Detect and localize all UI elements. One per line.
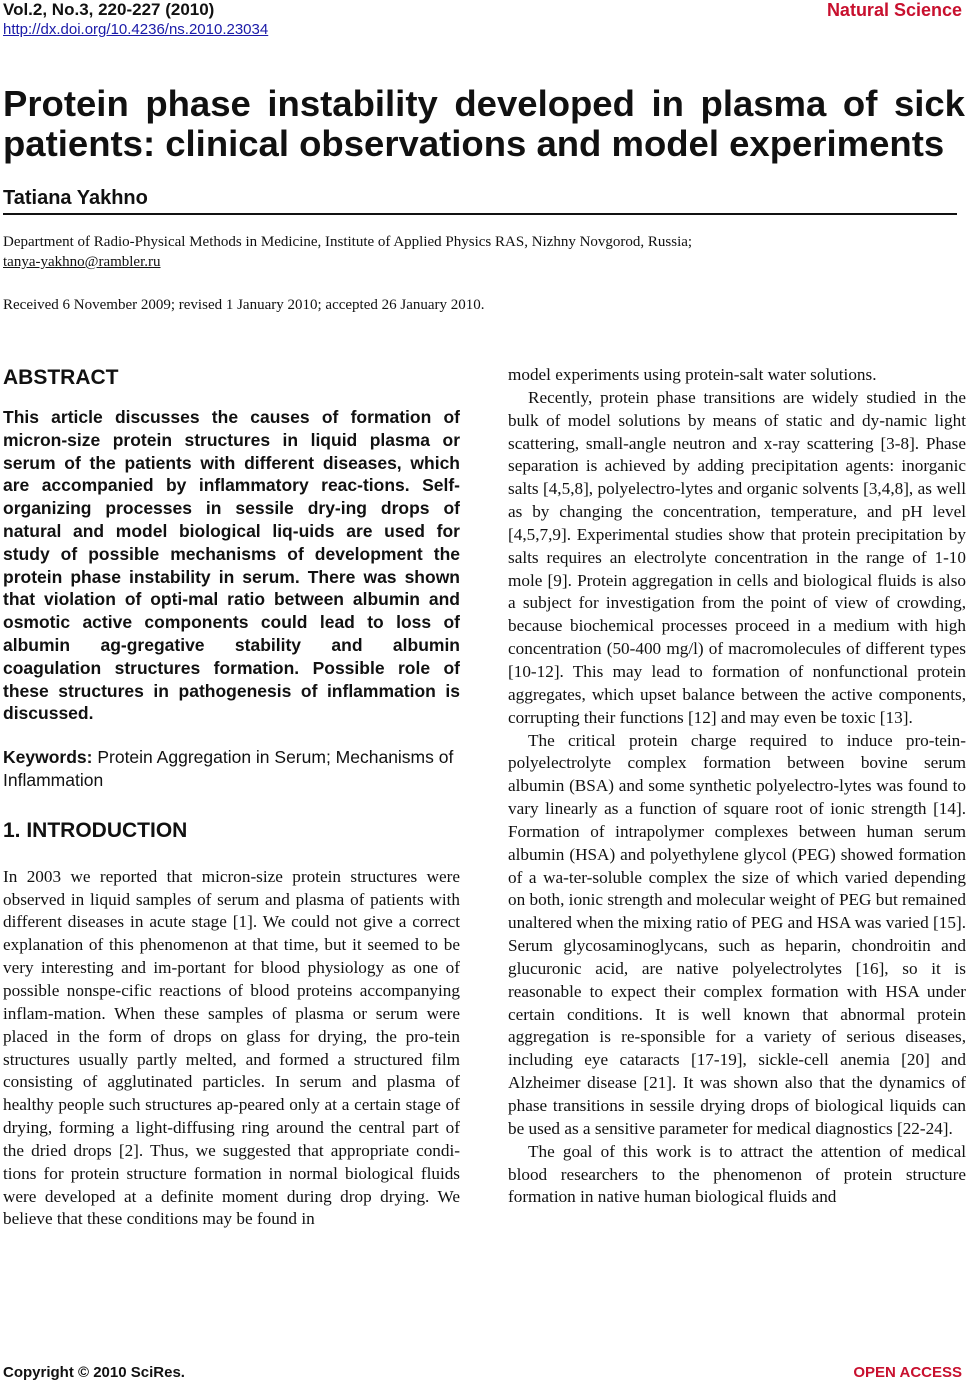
journal-name: Natural Science xyxy=(826,0,962,20)
author-name: Tatiana Yakhno xyxy=(3,187,148,209)
received-dates: Received 6 November 2009; revised 1 January 2010; accepted 26 January 2010. xyxy=(3,297,485,313)
affiliation: Department of Radio-Physical Methods in Medicine, Institute of Applied Physics RAS, Nizhny Novgorod, Russia; xyxy=(3,234,693,250)
open-access-label: OPEN ACCESS xyxy=(853,1364,962,1381)
right-column xyxy=(508,364,966,1209)
intro-paragraph-1-continued: model experiments using protein-salt water solutions. xyxy=(508,365,877,384)
keywords-text: Protein Aggregation in Serum; Mechanisms of Inflammation xyxy=(3,747,454,790)
intro-paragraph-3: The critical protein charge required to induce pro-tein-polyelectrolyte complex formation between bovine serum albumin (BSA) and some synthetic polyelectro-lytes was found to vary linearly as a function of square root of ionic strength [14]. Formation of intrapolymer complexes between human serum albumin (HSA) and polyethylene glycol (PEG) showed formation of a wa-ter-soluble complex the size of which varied depending on both, ionic strength and molecular weight of PEG but remained unaltered when the mixing ratio of PEG and HSA was varied [15]. Serum glycosaminoglycans, such as heparin, chondroitin and glucuronic acid, are native polyelectrolytes [16], so it is reasonable to expect their complex formation with HSA under certain conditions. It is well known that abnormal protein aggregation is re-sponsible for a variety of serious diseases, including eye cataracts [17-19], sickle-cell anemia [20] and Alzheimer disease [21]. It was shown also that the dynamics of phase transitions in sessile drying drops of biological liquids can be used as a sensitive parameter for medical diagnostics [22-24]. xyxy=(508,730,966,1138)
copyright-notice: Copyright © 2010 SciRes. xyxy=(3,1364,185,1381)
intro-paragraph-2: Recently, protein phase transitions are widely studied in the bulk of model solutions by means of static and dy-namic light scattering, small-angle neutron and x-ray scattering [3-8]. Phase separation is achieved by adding precipitation agents: inorganic salts [4,5,8], polyelectro-lytes and organic solvents [3,4,8], as well as by changing the concentration, temperature, and pH level [4,5,7,9]. Experimental studies show that protein precipitation by salts requires an electrolyte concentration in the range of 1-10 mole [9]. Protein aggregation in cells and biological fluids is also a subject for investigation from the point of view of crowding, because biochemical processes proceed in a medium with high concentration (50-400 mg/l) of macromolecules of different types [10-12]. This may lead to formation of nonfunctional protein aggregates, which upset balance between the active components, corrupting their functions [12] and may even be toxic [13]. xyxy=(508,387,966,727)
keywords xyxy=(3,746,460,792)
author-email-link[interactable]: tanya-yakhno@rambler.ru xyxy=(3,254,161,270)
volume-info: Vol.2, No.3, 220-227 (2010) xyxy=(3,0,215,19)
doi-link[interactable]: http://dx.doi.org/10.4236/ns.2010.23034 xyxy=(3,21,269,38)
title-divider xyxy=(3,213,957,215)
left-column xyxy=(3,364,460,1231)
intro-paragraph-1: In 2003 we reported that micron-size protein structures were observed in liquid samples of serum and plasma of patients with different diseases in acute stage [1]. We could not give a correct explanation of this phenomenon at that time, but it seemed to be very interesting and im-portant for blood physiology as one of possible nonspe-cific reactions of blood proteins accompanying inflam-mation. When these samples of plasma or serum were placed in the form of drops on glass for drying, the pro-tein structures usually partly melted, and formed a structured film consisting of agglutinated particles. In serum and plasma of healthy people such structures ap-peared only at a certain stage of drying, forming a light-diffusing ring around the central part of the dried drops [2]. Thus, we suggested that appropriate condi-tions for protein structure formation in normal biological fluids were developed at a definite moment during drop drying. We believe that these conditions may be found in xyxy=(3,866,460,1229)
keywords-label: Keywords: xyxy=(3,747,93,768)
abstract-text: This article discusses the causes of formation of micron-size protein structures in liquid plasma or serum of the patients with different diseases, which are accompanied by inflammatory reac-tions. Self-organizing processes in sessile dry-ing drops of natural and model biological liq-uids are used for study of possible mechanisms of development the protein phase instability in serum. There was shown that violation of opti-mal ratio between albumin and osmotic active components could lead to loss of albumin ag-gregative stability and albumin coagulation structures formation. Possible role of these structures in pathogenesis of inflammation is discussed. xyxy=(3,407,460,724)
abstract-heading: ABSTRACT xyxy=(3,366,119,389)
paper-title: Protein phase instability developed in plasma of sick patients: clinical observations and model experiments xyxy=(3,83,965,164)
intro-paragraph-4: The goal of this work is to attract the attention of medical blood researchers to the phenomenon of protein structure formation in native human biological fluids and xyxy=(508,1141,966,1207)
introduction-heading: 1. INTRODUCTION xyxy=(3,818,188,842)
